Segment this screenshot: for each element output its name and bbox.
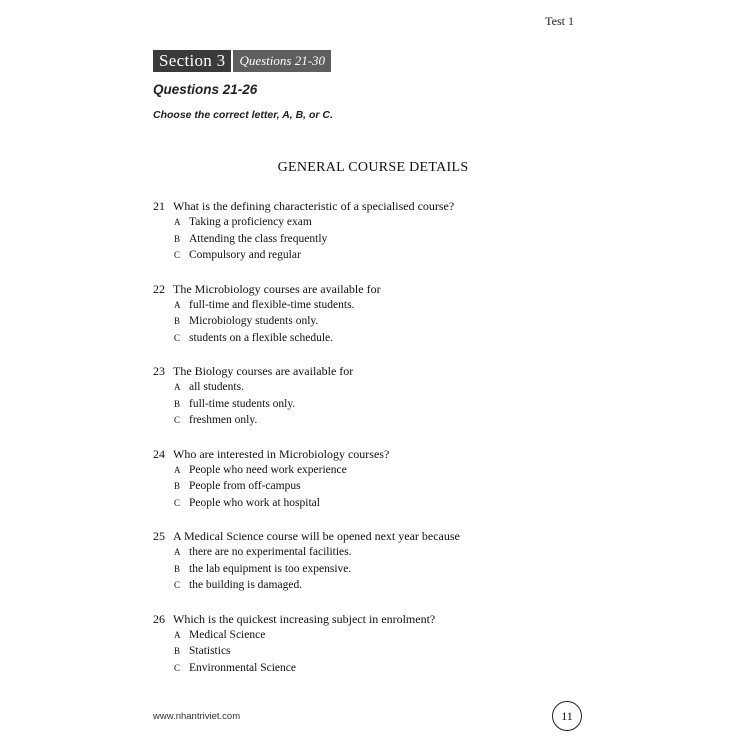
option-text: all students.: [189, 381, 244, 393]
question-text: A Medical Science course will be opened next year because: [173, 529, 460, 543]
question-text: Which is the quickest increasing subject in enrolment?: [173, 611, 436, 626]
section-questions: Questions 21-30: [231, 50, 331, 72]
option-text: there are no experimental facilities.: [189, 546, 352, 558]
question-range: Questions 21-26: [153, 82, 258, 97]
option-letter: C: [174, 250, 181, 260]
question-text: Who are interested in Microbiology courses?: [173, 446, 390, 461]
option-text: the building is damaged.: [189, 579, 303, 591]
option-c: [153, 330, 583, 347]
option-text: Microbiology students only.: [189, 315, 319, 327]
option-b: [153, 313, 583, 330]
option-a: [153, 627, 583, 644]
option-letter: B: [174, 316, 181, 326]
option-b: [153, 643, 583, 660]
option-letter: C: [174, 332, 181, 343]
option-c: [153, 412, 583, 429]
question-23: [153, 363, 583, 429]
option-text: Taking a proficiency exam: [189, 216, 312, 228]
footer-url: www.nhantriviet.com: [153, 711, 241, 722]
option-letter: A: [174, 217, 181, 227]
option-text: People from off-campus: [189, 480, 301, 492]
section-banner: [153, 50, 331, 72]
option-text: People who need work experience: [189, 463, 347, 476]
page-title: [0, 160, 750, 176]
option-b: [153, 231, 583, 248]
question-stem: [153, 611, 583, 627]
option-text: students on a flexible schedule.: [189, 331, 334, 344]
question-24: [153, 446, 583, 512]
question-number: 25: [153, 529, 165, 543]
option-letter: C: [174, 662, 181, 673]
question-stem: [153, 198, 583, 214]
question-stem: [153, 528, 583, 544]
question-number: 21: [153, 199, 165, 213]
option-c: [153, 247, 583, 264]
question-number: 26: [153, 611, 165, 626]
option-letter: C: [174, 415, 181, 425]
option-a: [153, 544, 583, 561]
question-text: The Microbiology courses are available for: [173, 281, 381, 296]
option-letter: A: [174, 299, 181, 310]
option-b: [153, 561, 583, 578]
question-21: [153, 198, 583, 264]
question-26: [153, 611, 583, 677]
question-number: 23: [153, 364, 165, 378]
option-a: [153, 379, 583, 396]
option-text: the lab equipment is too expensive.: [189, 562, 352, 575]
option-letter: A: [174, 629, 181, 640]
option-text: full-time students only.: [189, 397, 296, 410]
instruction: Choose the correct letter, A, B, or C.: [153, 109, 333, 121]
option-text: People who work at hospital: [189, 496, 320, 509]
question-number: 24: [153, 446, 165, 461]
question-stem: [153, 446, 583, 462]
option-letter: B: [174, 398, 181, 409]
question-stem: [153, 363, 583, 379]
option-text: Environmental Science: [189, 661, 296, 674]
option-text: freshmen only.: [189, 414, 258, 426]
question-text: What is the defining characteristic of a specialised course?: [173, 199, 455, 213]
option-letter: C: [174, 497, 181, 508]
option-text: Compulsory and regular: [189, 249, 301, 261]
question-25: [153, 528, 583, 594]
option-b: [153, 396, 583, 413]
option-b: [153, 478, 583, 495]
question-22: [153, 281, 583, 347]
option-text: full-time and flexible-time students.: [189, 298, 355, 311]
option-letter: B: [174, 233, 181, 244]
option-c: [153, 577, 583, 594]
option-c: [153, 495, 583, 512]
section-label: Section 3: [153, 50, 231, 72]
option-a: [153, 297, 583, 314]
option-a: [153, 462, 583, 479]
option-text: Statistics: [189, 645, 231, 657]
option-letter: A: [174, 382, 181, 392]
question-stem: [153, 281, 583, 297]
page-title-text: GENERAL COURSE DETAILS: [277, 160, 469, 175]
option-text: Medical Science: [189, 628, 266, 641]
option-text: Attending the class frequently: [189, 232, 328, 245]
option-letter: C: [174, 580, 181, 590]
question-number: 22: [153, 281, 165, 296]
option-letter: A: [174, 547, 181, 557]
option-letter: B: [174, 563, 181, 574]
page-number: 11: [552, 701, 582, 731]
option-a: [153, 214, 583, 231]
test-label: Test 1: [545, 14, 574, 28]
option-c: [153, 660, 583, 677]
option-letter: B: [174, 646, 181, 656]
question-text: The Biology courses are available for: [173, 364, 354, 378]
option-letter: A: [174, 464, 181, 475]
question-list: [153, 198, 583, 693]
option-letter: B: [174, 481, 181, 491]
